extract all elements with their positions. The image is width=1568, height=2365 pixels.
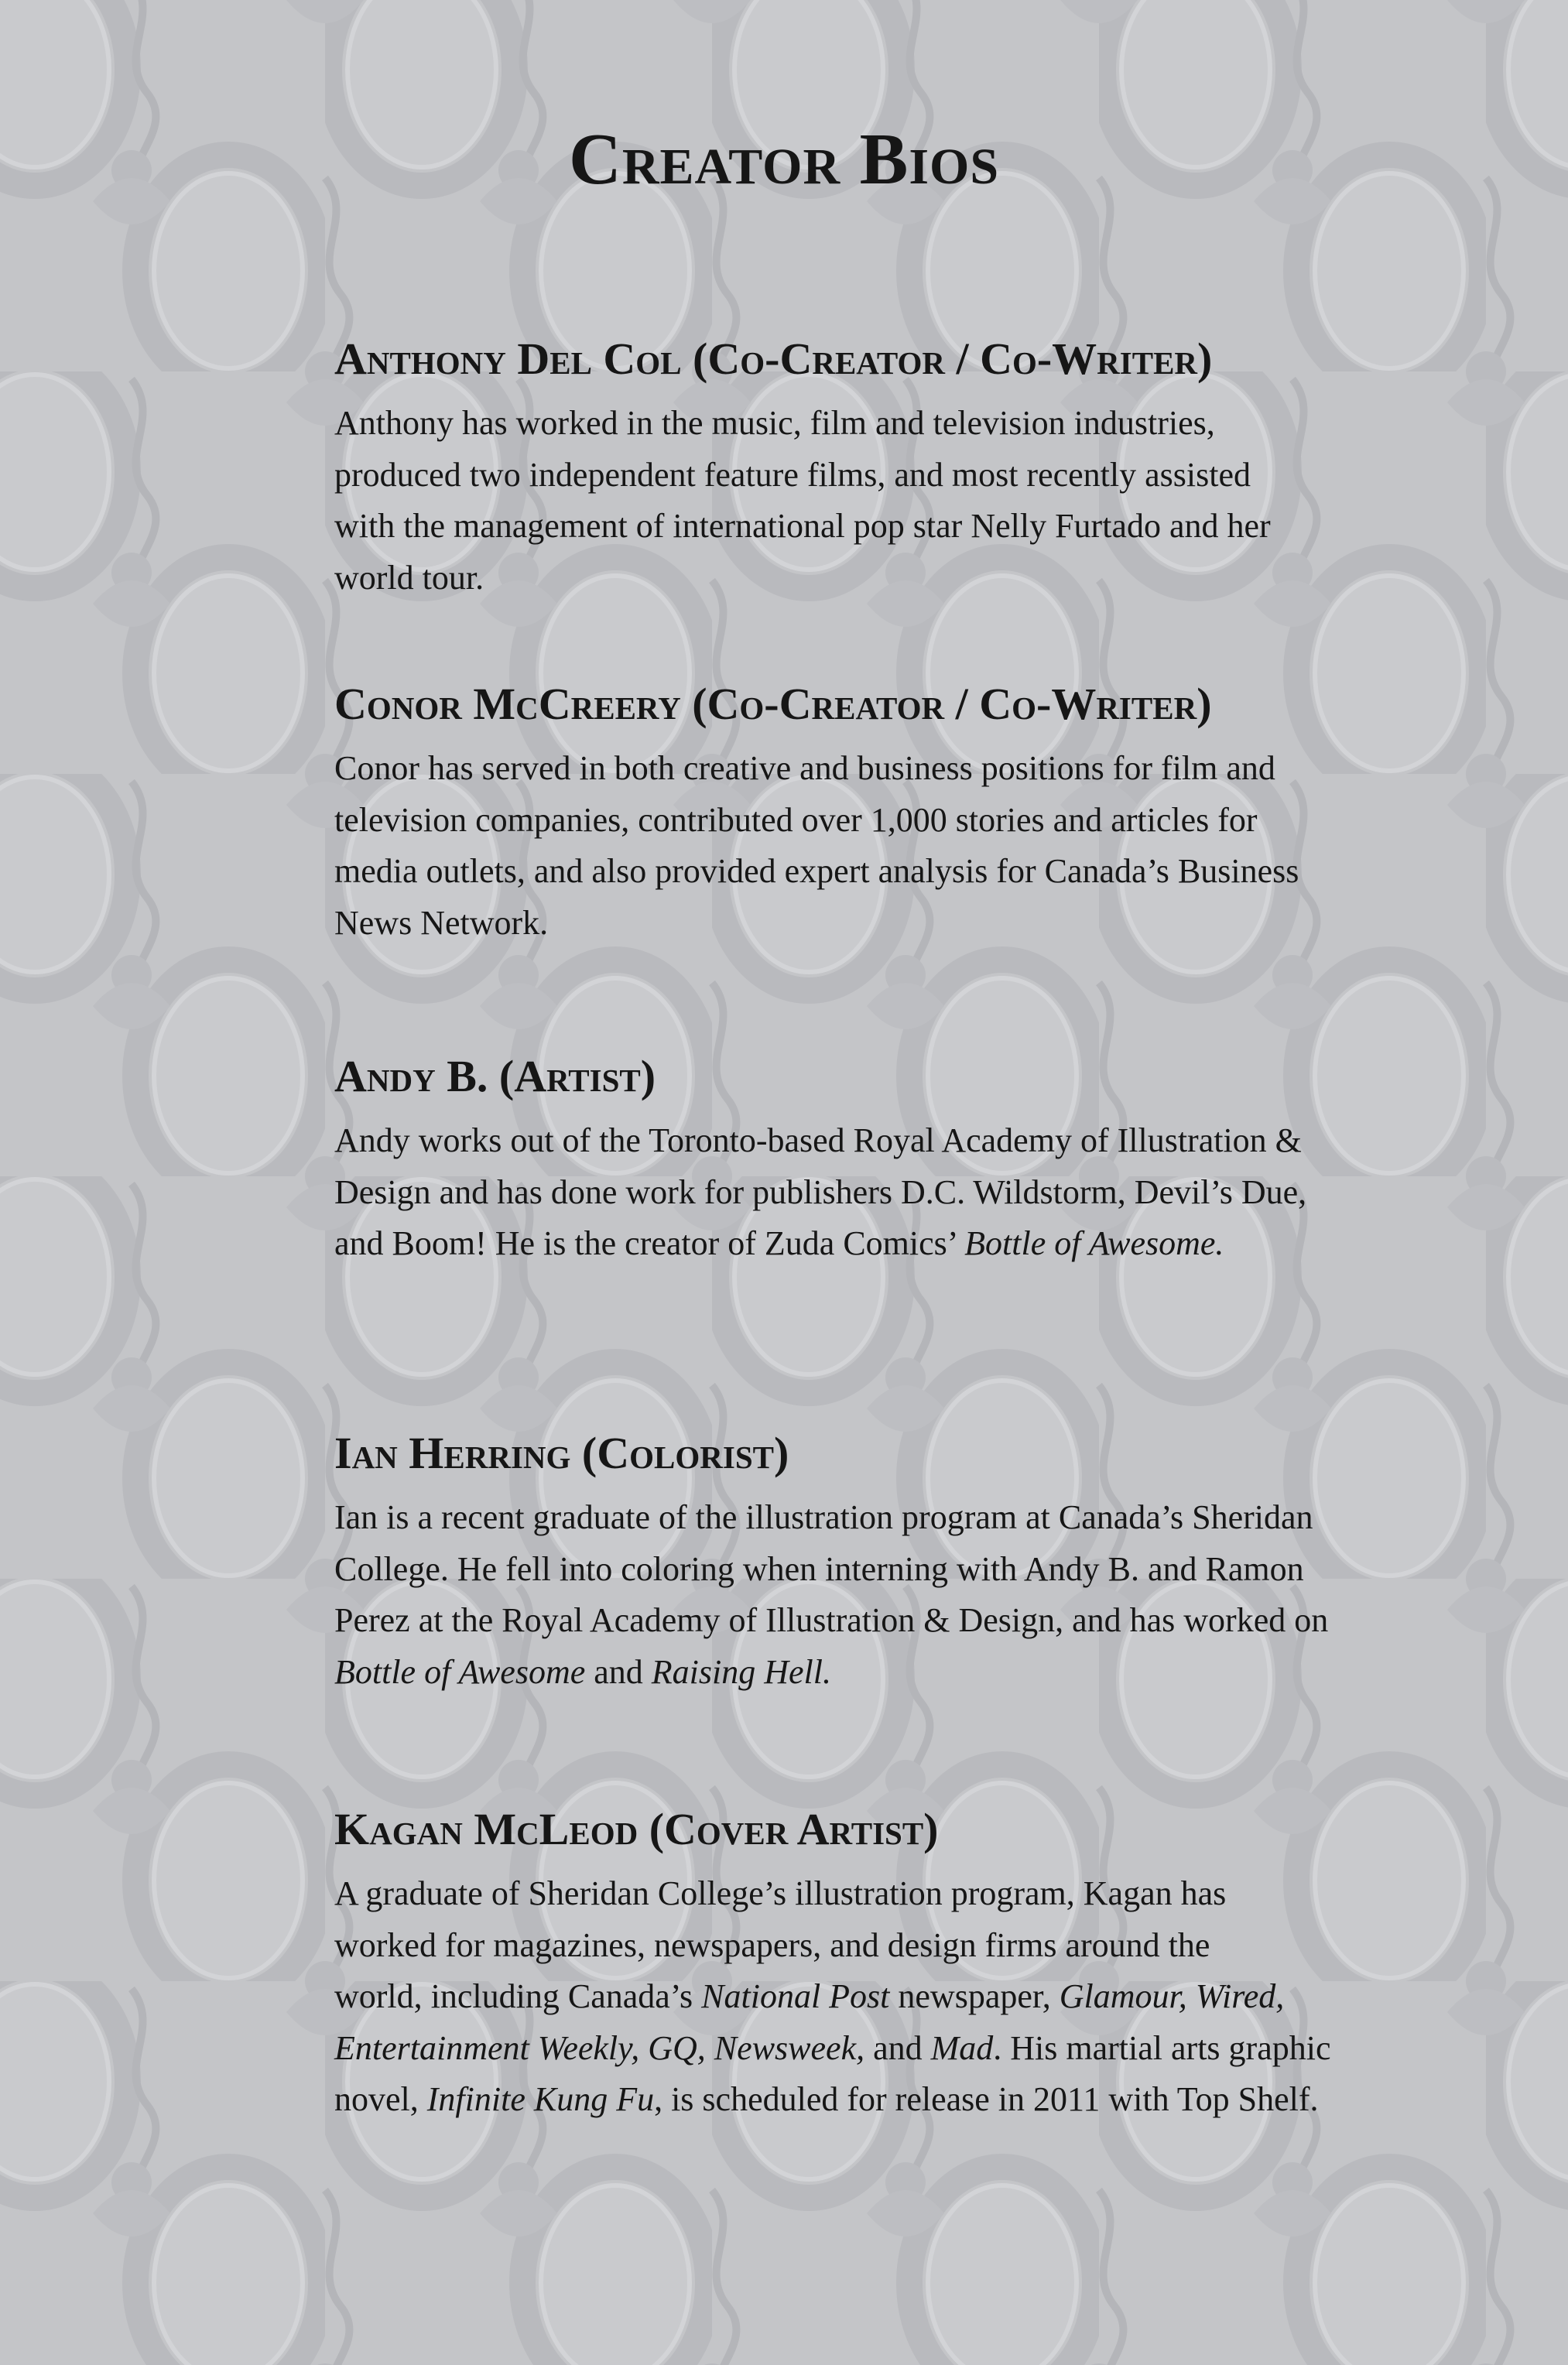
publications-glamour-wired: Glamour, Wired, bbox=[1059, 1977, 1285, 2015]
bio-line bbox=[334, 2074, 1542, 2126]
bio-text-segment: . His martial arts graphic bbox=[993, 2028, 1331, 2067]
bio-text-segment: and bbox=[864, 2028, 931, 2067]
bio-text bbox=[334, 398, 1542, 604]
publication-national-post: National Post bbox=[701, 1977, 890, 2015]
bio-line bbox=[334, 1971, 1542, 2023]
bio-line: Ian is a recent graduate of the illustration program at Canada’s Sheridan bbox=[334, 1498, 1313, 1536]
book-title-bottle-of-awesome: Bottle of Awesome bbox=[334, 1652, 586, 1691]
bio-heading: Ian Herring (Colorist) bbox=[334, 1428, 789, 1478]
bio-line: worked for magazines, newspapers, and design firms around the bbox=[334, 1925, 1210, 1964]
bio-anthony-del-col bbox=[334, 330, 1542, 604]
bio-text-segment: and bbox=[585, 1652, 652, 1691]
bio-andy-b bbox=[334, 1047, 1542, 1270]
bio-conor-mccreery bbox=[334, 675, 1542, 949]
bio-line: Anthony has worked in the music, film and television industries, bbox=[334, 404, 1215, 442]
bio-line: television companies, contributed over 1,000 stories and articles for bbox=[334, 800, 1258, 839]
book-title-infinite-kung-fu: Infinite Kung Fu bbox=[426, 2080, 655, 2118]
bio-ian-herring bbox=[334, 1424, 1542, 1698]
bio-text bbox=[334, 1492, 1542, 1698]
bio-line: produced two independent feature films, and most recently assisted bbox=[334, 455, 1251, 494]
page-title: Creator Bios bbox=[568, 119, 1000, 200]
bio-line: world tour. bbox=[334, 558, 484, 597]
publications-ew-gq-newsweek: Entertainment Weekly, GQ, Newsweek, bbox=[334, 2028, 865, 2067]
bio-heading: Anthony Del Col (Co-Creator / Co-Writer) bbox=[334, 334, 1213, 384]
bio-line: College. He fell into coloring when interning with Andy B. and Ramon bbox=[334, 1549, 1304, 1588]
bio-text bbox=[334, 1868, 1542, 2126]
bio-text bbox=[334, 743, 1542, 949]
bio-line: with the management of international pop star Nelly Furtado and her bbox=[334, 507, 1271, 545]
bio-text-segment: world, including Canada’s bbox=[334, 1977, 702, 2015]
bio-line: Conor has served in both creative and business positions for film and bbox=[334, 749, 1275, 787]
bio-heading: Andy B. (Artist) bbox=[334, 1051, 656, 1101]
bio-line: Design and has done work for publishers D.C. Wildstorm, Devil’s Due, bbox=[334, 1172, 1307, 1211]
bio-line: Andy works out of the Toronto-based Royal Academy of Illustration & bbox=[334, 1121, 1302, 1159]
bio-heading: Kagan McLeod (Cover Artist) bbox=[334, 1804, 939, 1854]
bio-line bbox=[334, 2023, 1542, 2075]
bio-text-segment: novel, bbox=[334, 2080, 427, 2118]
bio-text bbox=[334, 1115, 1542, 1270]
bio-kagan-mcleod bbox=[334, 1800, 1542, 2126]
bio-line: Perez at the Royal Academy of Illustration & Design, and has worked on bbox=[334, 1601, 1329, 1639]
bio-heading: Conor McCreery (Co-Creator / Co-Writer) bbox=[334, 679, 1212, 729]
bio-line: media outlets, and also provided expert analysis for Canada’s Business bbox=[334, 852, 1299, 890]
book-title-raising-hell: Raising Hell. bbox=[651, 1652, 831, 1691]
bio-text-segment: , is scheduled for release in 2011 with Top Shelf. bbox=[654, 2080, 1319, 2118]
bio-text-segment: and Boom! He is the creator of Zuda Comics’ bbox=[334, 1224, 965, 1262]
publication-mad: Mad bbox=[930, 2028, 994, 2067]
book-title-bottle-of-awesome: Bottle of Awesome. bbox=[964, 1224, 1224, 1262]
bio-line: News Network. bbox=[334, 903, 549, 942]
bio-line bbox=[334, 1218, 1542, 1270]
bio-line bbox=[334, 1647, 1542, 1699]
bio-text-segment: newspaper, bbox=[889, 1977, 1060, 2015]
bio-line: A graduate of Sheridan College’s illustration program, Kagan has bbox=[334, 1874, 1227, 1912]
